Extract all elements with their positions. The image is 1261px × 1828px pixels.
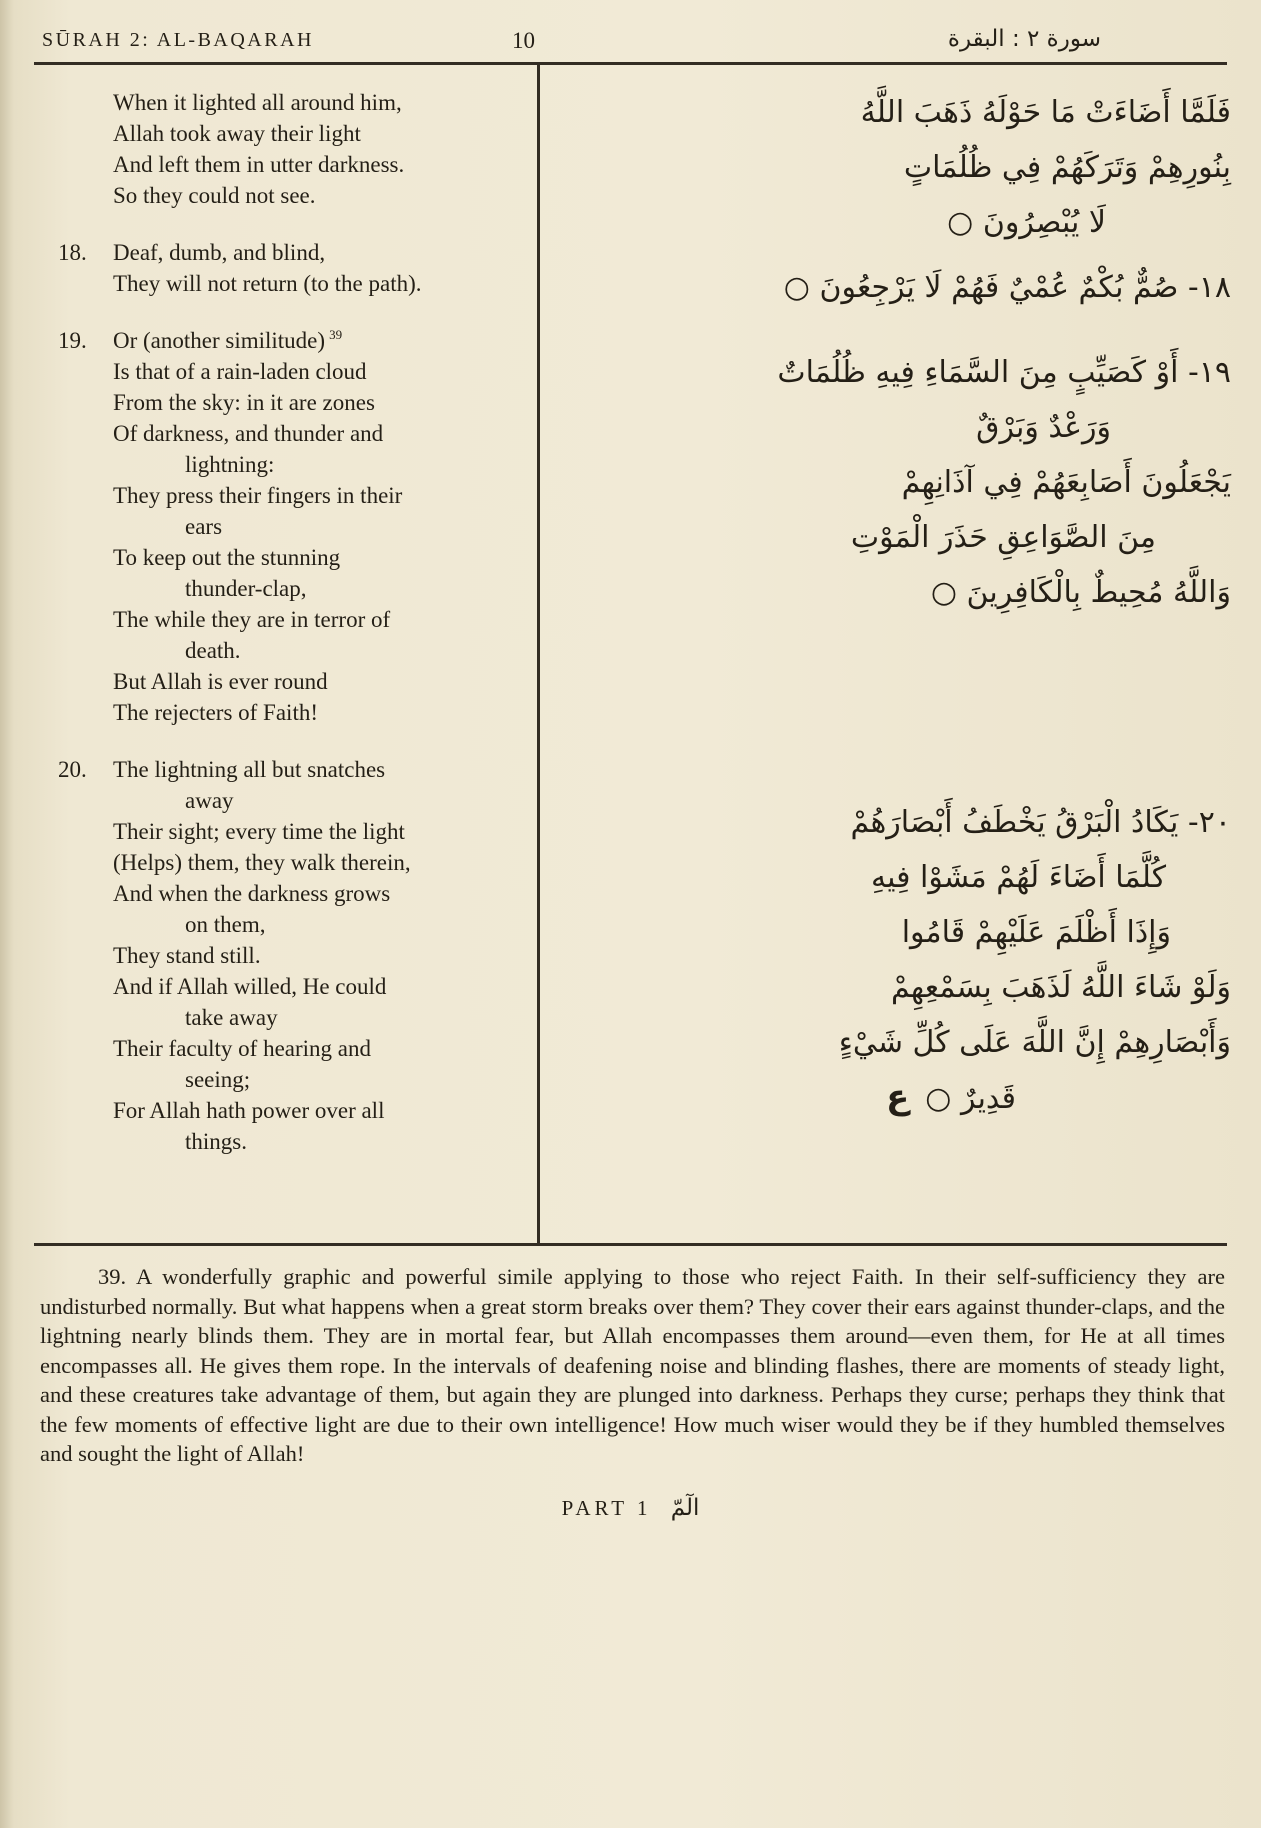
arabic-verse-block	[556, 260, 1231, 315]
verse-number: 20.	[58, 757, 87, 782]
verse-line: Of darkness, and thunder and	[113, 421, 384, 446]
arabic-line: وَإِذَا أَظْلَمَ عَلَيْهِمْ قَامُوا	[901, 915, 1171, 950]
arabic-line: لَا يُبْصِرُونَ ○	[947, 205, 1106, 240]
english-verses	[58, 87, 523, 1157]
verse-line: From the sky: in it are zones	[113, 390, 375, 415]
part-label: PART 1	[561, 1495, 652, 1520]
verse-number: 18.	[58, 240, 87, 265]
verse-number: 19.	[58, 328, 87, 353]
content-columns	[0, 65, 1261, 1243]
verse-line: things.	[185, 1129, 247, 1154]
footnote-ref: 39	[329, 327, 343, 343]
arabic-line: ٢٠- يَكَادُ الْبَرْقُ يَخْطَفُ أَبْصَارَهُمْ	[850, 805, 1231, 840]
verse-lines	[113, 237, 523, 299]
verse	[58, 754, 523, 1157]
english-column	[0, 65, 537, 1243]
verse-line: Allah took away their light	[113, 121, 361, 146]
verse-line: away	[185, 788, 234, 813]
verse-line: take away	[185, 1005, 278, 1030]
verse-line: thunder-clap,	[185, 576, 307, 601]
page-number: 10	[512, 28, 535, 53]
verse-line: To keep out the stunning	[113, 545, 341, 570]
surah-title-arabic: سورة ٢ : البقرة	[947, 26, 1101, 52]
arabic-verse-block	[556, 345, 1231, 620]
verse-line: death.	[185, 638, 241, 663]
arabic-column	[540, 65, 1261, 1243]
verse-line: They press their fingers in their	[113, 483, 403, 508]
verse-line: For Allah hath power over all	[113, 1098, 385, 1123]
arabic-line: مِنَ الصَّوَاعِقِ حَذَرَ الْمَوْتِ	[850, 520, 1156, 555]
verse-line: ears	[185, 514, 223, 539]
verse-line: Is that of a rain-laden cloud	[113, 359, 367, 384]
verse-line: So they could not see.	[113, 183, 316, 208]
arabic-line: كُلَّمَا أَضَاءَ لَهُمْ مَشَوْا فِيهِ	[871, 860, 1166, 895]
arabic-line: وَأَبْصَارِهِمْ إِنَّ اللَّهَ عَلَى كُلِّ شَيْءٍ	[838, 1025, 1231, 1060]
arabic-line: بِنُورِهِمْ وَتَرَكَهُمْ فِي ظُلُمَاتٍ	[903, 150, 1231, 185]
verse-line: The rejecters of Faith!	[113, 700, 318, 725]
verse-line: Or (another similitude) $^{39}$	[113, 327, 343, 353]
verse	[58, 325, 523, 728]
arabic-line: وَاللَّهُ مُحِيطٌ بِالْكَافِرِينَ ○	[930, 575, 1231, 610]
verse-line: They will not return (to the path).	[113, 271, 422, 296]
verse	[58, 237, 523, 299]
verse-lines	[113, 754, 523, 1157]
verse-lines	[113, 325, 523, 728]
page-header	[0, 0, 1261, 62]
verse-line: Their sight; every time the light	[113, 819, 405, 844]
verse-line: seeing;	[185, 1067, 251, 1092]
verse-line: on them,	[185, 912, 266, 937]
verse-line: And left them in utter darkness.	[113, 152, 405, 177]
verse-line: And if Allah willed, He could	[113, 974, 387, 999]
verse-line: When it lighted all around him,	[113, 90, 402, 115]
verse-line: Their faculty of hearing and	[113, 1036, 371, 1061]
arabic-line: وَلَوْ شَاءَ اللَّهُ لَذَهَبَ بِسَمْعِهِمْ	[890, 970, 1231, 1005]
arabic-line: فَلَمَّا أَضَاءَتْ مَا حَوْلَهُ ذَهَبَ اللَّهُ	[860, 95, 1231, 130]
ruku-marker: ع	[886, 1077, 910, 1117]
verse-line: They stand still.	[113, 943, 261, 968]
verse	[58, 87, 523, 211]
arabic-line: ١٩- أَوْ كَصَيِّبٍ مِنَ السَّمَاءِ فِيهِ ظُلُمَاتٌ	[777, 355, 1231, 390]
verse-line: Deaf, dumb, and blind,	[113, 240, 326, 265]
verse-number	[58, 87, 113, 211]
footnote-text: 39. A wonderfully graphic and powerful simile applying to those who reject Faith. In their self-sufficiency they are undisturbed normally. But what happens when a great storm breaks over them? They cover their ears against thunder-claps, and the lightning nearly blinds them. They are in mortal fear, but Allah encompasses them around—even them, for He at all times encompasses all. He gives them rope. In the intervals of deafening noise and blinding flashes, there are moments of steady light, and these creatures take advantage of them, but again they are plunged into darkness. Perhaps they curse; perhaps they think that the few moments of effective light are due to their own intelligence! How much wiser would they be if they humbled themselves and sought the light of Allah!	[40, 1264, 1225, 1466]
verse-line: (Helps) them, they walk therein,	[113, 850, 411, 875]
arabic-line: يَجْعَلُونَ أَصَابِعَهُمْ فِي آذَانِهِمْ	[901, 465, 1231, 500]
verse-lines	[113, 87, 523, 211]
verse-line: The lightning all but snatches	[113, 757, 386, 782]
verse-line: And when the darkness grows	[113, 881, 391, 906]
arabic-verse-block	[556, 85, 1231, 250]
arabic-verse-block	[556, 795, 1231, 1126]
verse-line: But Allah is ever round	[113, 669, 328, 694]
verse-line: lightning:	[185, 452, 275, 477]
arabic-line: ١٨- صُمٌّ بُكْمٌ عُمْيٌ فَهُمْ لَا يَرْجِعُونَ ○	[783, 270, 1231, 305]
juz-name-arabic: الٓمّ	[670, 1494, 700, 1521]
arabic-line: وَرَعْدٌ وَبَرْقٌ	[976, 410, 1111, 445]
verse-line: The while they are in terror of	[113, 607, 391, 632]
surah-title: SŪRAH 2: AL-BAQARAH	[42, 29, 314, 51]
arabic-line: قَدِيرٌ ○ع	[886, 1077, 1016, 1117]
page-footer	[0, 1495, 1261, 1521]
